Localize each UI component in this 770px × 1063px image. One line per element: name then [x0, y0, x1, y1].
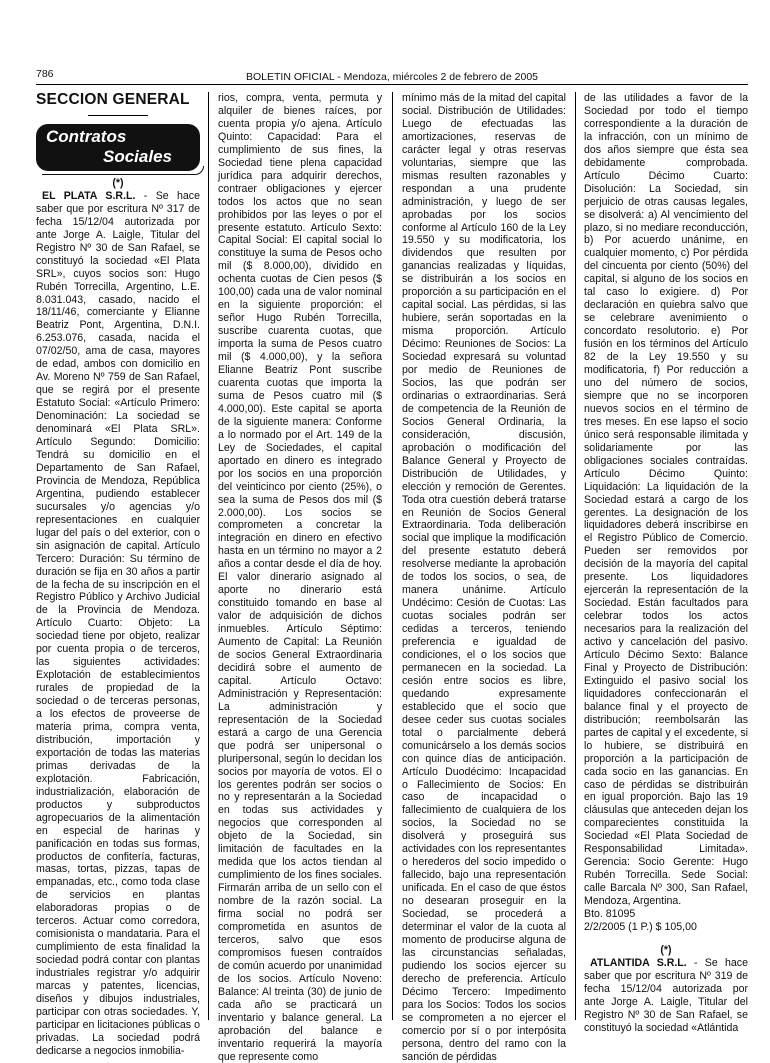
notice-text	[584, 957, 748, 1035]
notice-body-continued: de las utilidades a favor de la Sociedad por todo el tiempo correspondiente a la duración de la infracción, con un mínimo de dos años siempre que ésta sea debidamente comprobada. Artículo Décimo Cuarto: Disolución: La Sociedad, sin perjuicio de otras causas legales, se disolverá: a) Al vencimiento del plazo, si no mediare reconducción, b) Por acuerdo unánime, en cualquier momento, c) Por pérdida del cincuenta por ciento (50%) del capital, si alguno de los socios en tal caso lo exigiere. d) Por declaración en quiebra salvo que se celebrare avenimiento o concordato resolutorio. e) Por fusión en los términos del Artículo 82 de la Ley 19.550 y su modificatoria, f) Por reducción a uno del número de socios, siempre que no se incorporen nuevos socios en el término de tres meses. En ese lapso el socio único será responsable ilimitada y solidariamente por las obligaciones sociales contraídas. Artículo Décimo Quinto: Liquidación: La liquidación de la Sociedad estará a cargo de los gerentes. La designación de los liquidadores deberá inscribirse en el Registro Público de Comercio. Pueden ser removidos por decisión de la mayoría del capital presente. Los liquidadores ejercerán la representación de la Sociedad. Están facultados para celebrar todos los actos necesarios para la realización del activo y cancelación del pasivo. Artículo Décimo Sexto: Balance Final y Proyecto de Distribución: Extinguido el pasivo social los liquidadores confeccionarán el balance final y el proyecto de distribución; reembolsarán las partes de capital y el excedente, si lo hubiere, se distribuirá en proporción a la participación de cada socio en las ganancias. En caso de pérdidas se distribuirán en igual proporción. Bajo las 19 cláusulas que anteceden dejan los comparecientes constituida la Sociedad «El Plata Sociedad de Responsabilidad Limitada». Gerencia: Socio Gerente: Hugo Rubén Torrecilla. Sede Social: calle Barcala Nº 300, San Rafael, Mendoza, Argentina.	[584, 92, 748, 908]
notice-body-continued: mínimo más de la mitad del capital social. Distribución de Utilidades: Luego de efectuadas las amortizaciones, reservas de carácter legal y otras reservas voluntarias, siempre que las mismas resulten razonables y respondan a una prudente administración, y luego de ser aprobadas por los socios conforme al Artículo 160 de la Ley 19.550 y su modificatoria, los dividendos que resulten por ganancias realizadas y líquidas, se distribuirán a los socios en proporción a su participación en el capital social. Las pérdidas, si las hubiere, serán soportadas en la misma proporción. Artículo Décimo: Reuniones de Socios: La Sociedad expresará su voluntad por medio de Reuniones de Socios, las que podrán ser ordinarias o extraordinarias. Será de competencia de la Reunión de Socios General Ordinaria, la consideración, discusión, aprobación o modificación del Balance General y Proyecto de Distribución de Utilidades, y elección y remoción de Gerentes. Toda otra cuestión deberá tratarse en Reunión de Socios General Extraordinaria. Toda deliberación social que implique la modificación del presente estatuto deberá resolverse mediante la aprobación de todos los socios, o sea, de manera unánime. Artículo Undécimo: Cesión de Cuotas: Las cuotas sociales podrán ser cedidas a terceros, teniendo preferencia e igualdad de condiciones, el o los socios que permanecen en la sociedad. La cesión entre socios es libre, quedando expresamente establecido que el socio que desee ceder sus cuotas sociales total o parcialmente deberá comunicárselo a los demás socios con quince días de anticipación. Artículo Duodécimo: Incapacidad o Fallecimiento de Socios: En caso de incapacidad o fallecimiento de cualquiera de los socios, la Sociedad no se disolverá y proseguirá sus actividades con los representantes o herederos del socio impedido o fallecido, bajo una representación unificada. En el caso de que éstos no desearan proseguir en la Sociedad, se procederá a determinar el valor de la cuota al momento de producirse alguna de las circunstancias señaladas, pudiendo los socios ejercer su derecho de preferencia. Artículo Décimo Tercero: Impedimento para los Socios: Todos los socios se comprometen a no ejercer el comercio por sí o por interpósita persona, dentro del ramo con la sanción de pérdidas	[402, 92, 566, 1063]
header-rule	[36, 84, 748, 85]
publication-date-price: 2/2/2005 (1 P.) $ 105,00	[584, 921, 697, 933]
column-3	[402, 92, 566, 1063]
page-number: 786	[36, 68, 54, 80]
notice-text	[36, 190, 200, 1058]
banner-line-2: Sociales	[103, 146, 172, 166]
notice-body: - Se hace saber que por escritura Nº 319 de fecha 15/12/04 autorizada por ante Jorge A. Laigle, Titular del Registro Nº 30 de San Rafael, se constituyó la sociedad «Atlántida	[584, 956, 748, 1034]
notice-body: - Se hace saber que por escritura Nº 317 de fecha 15/12/04 autorizada por ante Jorge A. Laigle, Titular del Registro Nº 30 de San Rafael, se constituyó la sociedad «El Plata SRL», cuyos socios son: Hugo Rubén Torrecilla, Argentino, L.E. 8.031.043, casado, nacido el 18/11/46, comerciante y Elianne Beatriz Pont, Argentina, D.N.I. 6.253.076, casada, nacida el 07/02/50, ama de casa, mayores de edad, ambos con domicilio en Av. Moreno Nº 759 de San Rafael, que se regirá por el presente Estatuto Social: «Artículo Primero: Denominación: La sociedad se denominará «El Plata SRL». Artículo Segundo: Domicilio: Tendrá su domicilio en el Departamento de San Rafael, Provincia de Mendoza, República Argentina, pudiendo establecer sucursales y/o agencias y/o representaciones en cualquier lugar del país o del exterior, con o sin asignación de capital. Artículo Tercero: Duración: Su término de duración se fija en 30 años a partir de la fecha de su inscripción en el Registro Público y Archivo Judicial de la Provincia de Mendoza. Artículo Cuarto: Objeto: La sociedad tiene por objeto, realizar por cuenta propia o de terceros, las siguientes actividades: Explotación de establecimientos rurales de propiedad de la sociedad o de terceras personas, a los efectos de proveerse de materia prima, compra venta, distribución, importación y exportación de todas las materias primas derivadas de la explotación. Fabricación, industrialización, elaboración de productos y subproductos agropecuarios de la alimentación en especial de harinas y panificación en todas sus formas, productos de confitería, facturas, masas, tortas, pizzas, tapas de empanadas, etc., como toda clase de servicios en plantas elaboradoras propias o de terceros. Actuar como corredora, comisionista o mandataria. Para el cumplimiento de esta finalidad la sociedad podrá contar con plantas industriales registrar y/o adquirir marcas y patentes, licencias, diseños y dibujos industriales, participar con otras sociedades. Y, participar en licitaciones públicas o privadas. La sociedad podrá dedicarse a negocios inmobilia-	[36, 189, 200, 1057]
company-name: EL PLATA S.R.L.	[42, 189, 136, 202]
column-2	[218, 92, 382, 1063]
notice-marker: (*)	[112, 176, 124, 189]
company-name: ATLANTIDA S.R.L.	[590, 956, 687, 969]
column-divider	[575, 92, 576, 1020]
notice-body-continued: rios, compra, venta, permuta y alquiler de bienes raíces, por cuenta propia y/o ajena. Artículo Quinto: Capacidad: Para el cumplimiento de sus fines, la Sociedad tiene plena capacidad jurídica para adquirir derechos, contraer obligaciones y ejercer todos los actos que no sean prohibidos por las leyes o por el presente estatuto. Artículo Sexto: Capital Social: El capital social lo constituye la suma de Pesos ocho mil ($ 8.000,00), dividido en ochenta cuotas de Cien pesos ($ 100,00) cada una de valor nominal en la siguiente proporción: el señor Hugo Rubén Torrecilla, suscribe cuarenta cuotas, que importa la suma de Pesos cuatro mil ($ 4.000,00), y la señora Elianne Beatriz Pont suscribe cuarenta cuotas que importa la suma de Pesos cuatro mil ($ 4.000,00). Este capital se aporta de la siguiente manera: Conforme a lo normado por el Art. 149 de la Ley de Sociedades, el capital aportado en dinero es integrado por los socios en una proporción del veinticinco por ciento (25%), o sea la suma de Pesos dos mil ($ 2.000,00). Los socios se comprometen a concretar la integración en dinero en efectivo hasta en un término no mayor a 2 años a contar desde el día de hoy. El valor dinerario asignado al aporte no dinerario está constituido tomando en base al valor de adquisición de dichos inmuebles. Artículo Séptimo: Aumento de Capital: La Reunión de socios General Extraordinaria decidirá sobre el aumento de capital. Artículo Octavo: Administración y Representación: La administración y representación de la Sociedad estará a cargo de una Gerencia que podrá ser unipersonal o pluripersonal, según lo decidan los socios por mayoría de votos. El o los gerentes podrán ser socios o no y representarán a la Sociedad en todas sus actividades y negocios que corresponden al objeto de la Sociedad, sin limitación de facultades en la medida que los actos tiendan al cumplimiento de los fines sociales. Firmarán arriba de un sello con el nombre de la razón social. La firma social no podrá ser comprometida en asuntos de terceros, salvo que esos compromisos fuesen contraídos de común acuerdo por unanimidad de los socios. Artículo Noveno: Balance: Al treinta (30) de junio de cada año se practicará un inventario y balance general. La aprobación del balance e inventario requerirá la mayoría que represente como	[218, 92, 382, 1063]
bulletin-title: BOLETIN OFICIAL - Mendoza, miércoles 2 de febrero de 2005	[246, 71, 538, 83]
boleto-number: Bto. 81095	[584, 908, 636, 921]
column-4	[584, 92, 748, 1034]
column-1	[36, 91, 200, 1057]
column-divider	[392, 92, 393, 1020]
banner-line-1: Contratos	[46, 126, 127, 146]
category-banner	[36, 124, 200, 171]
section-rule	[88, 115, 148, 116]
column-divider	[208, 92, 209, 1020]
notice-marker: (*)	[660, 943, 672, 956]
section-title: SECCION GENERAL	[36, 91, 190, 108]
